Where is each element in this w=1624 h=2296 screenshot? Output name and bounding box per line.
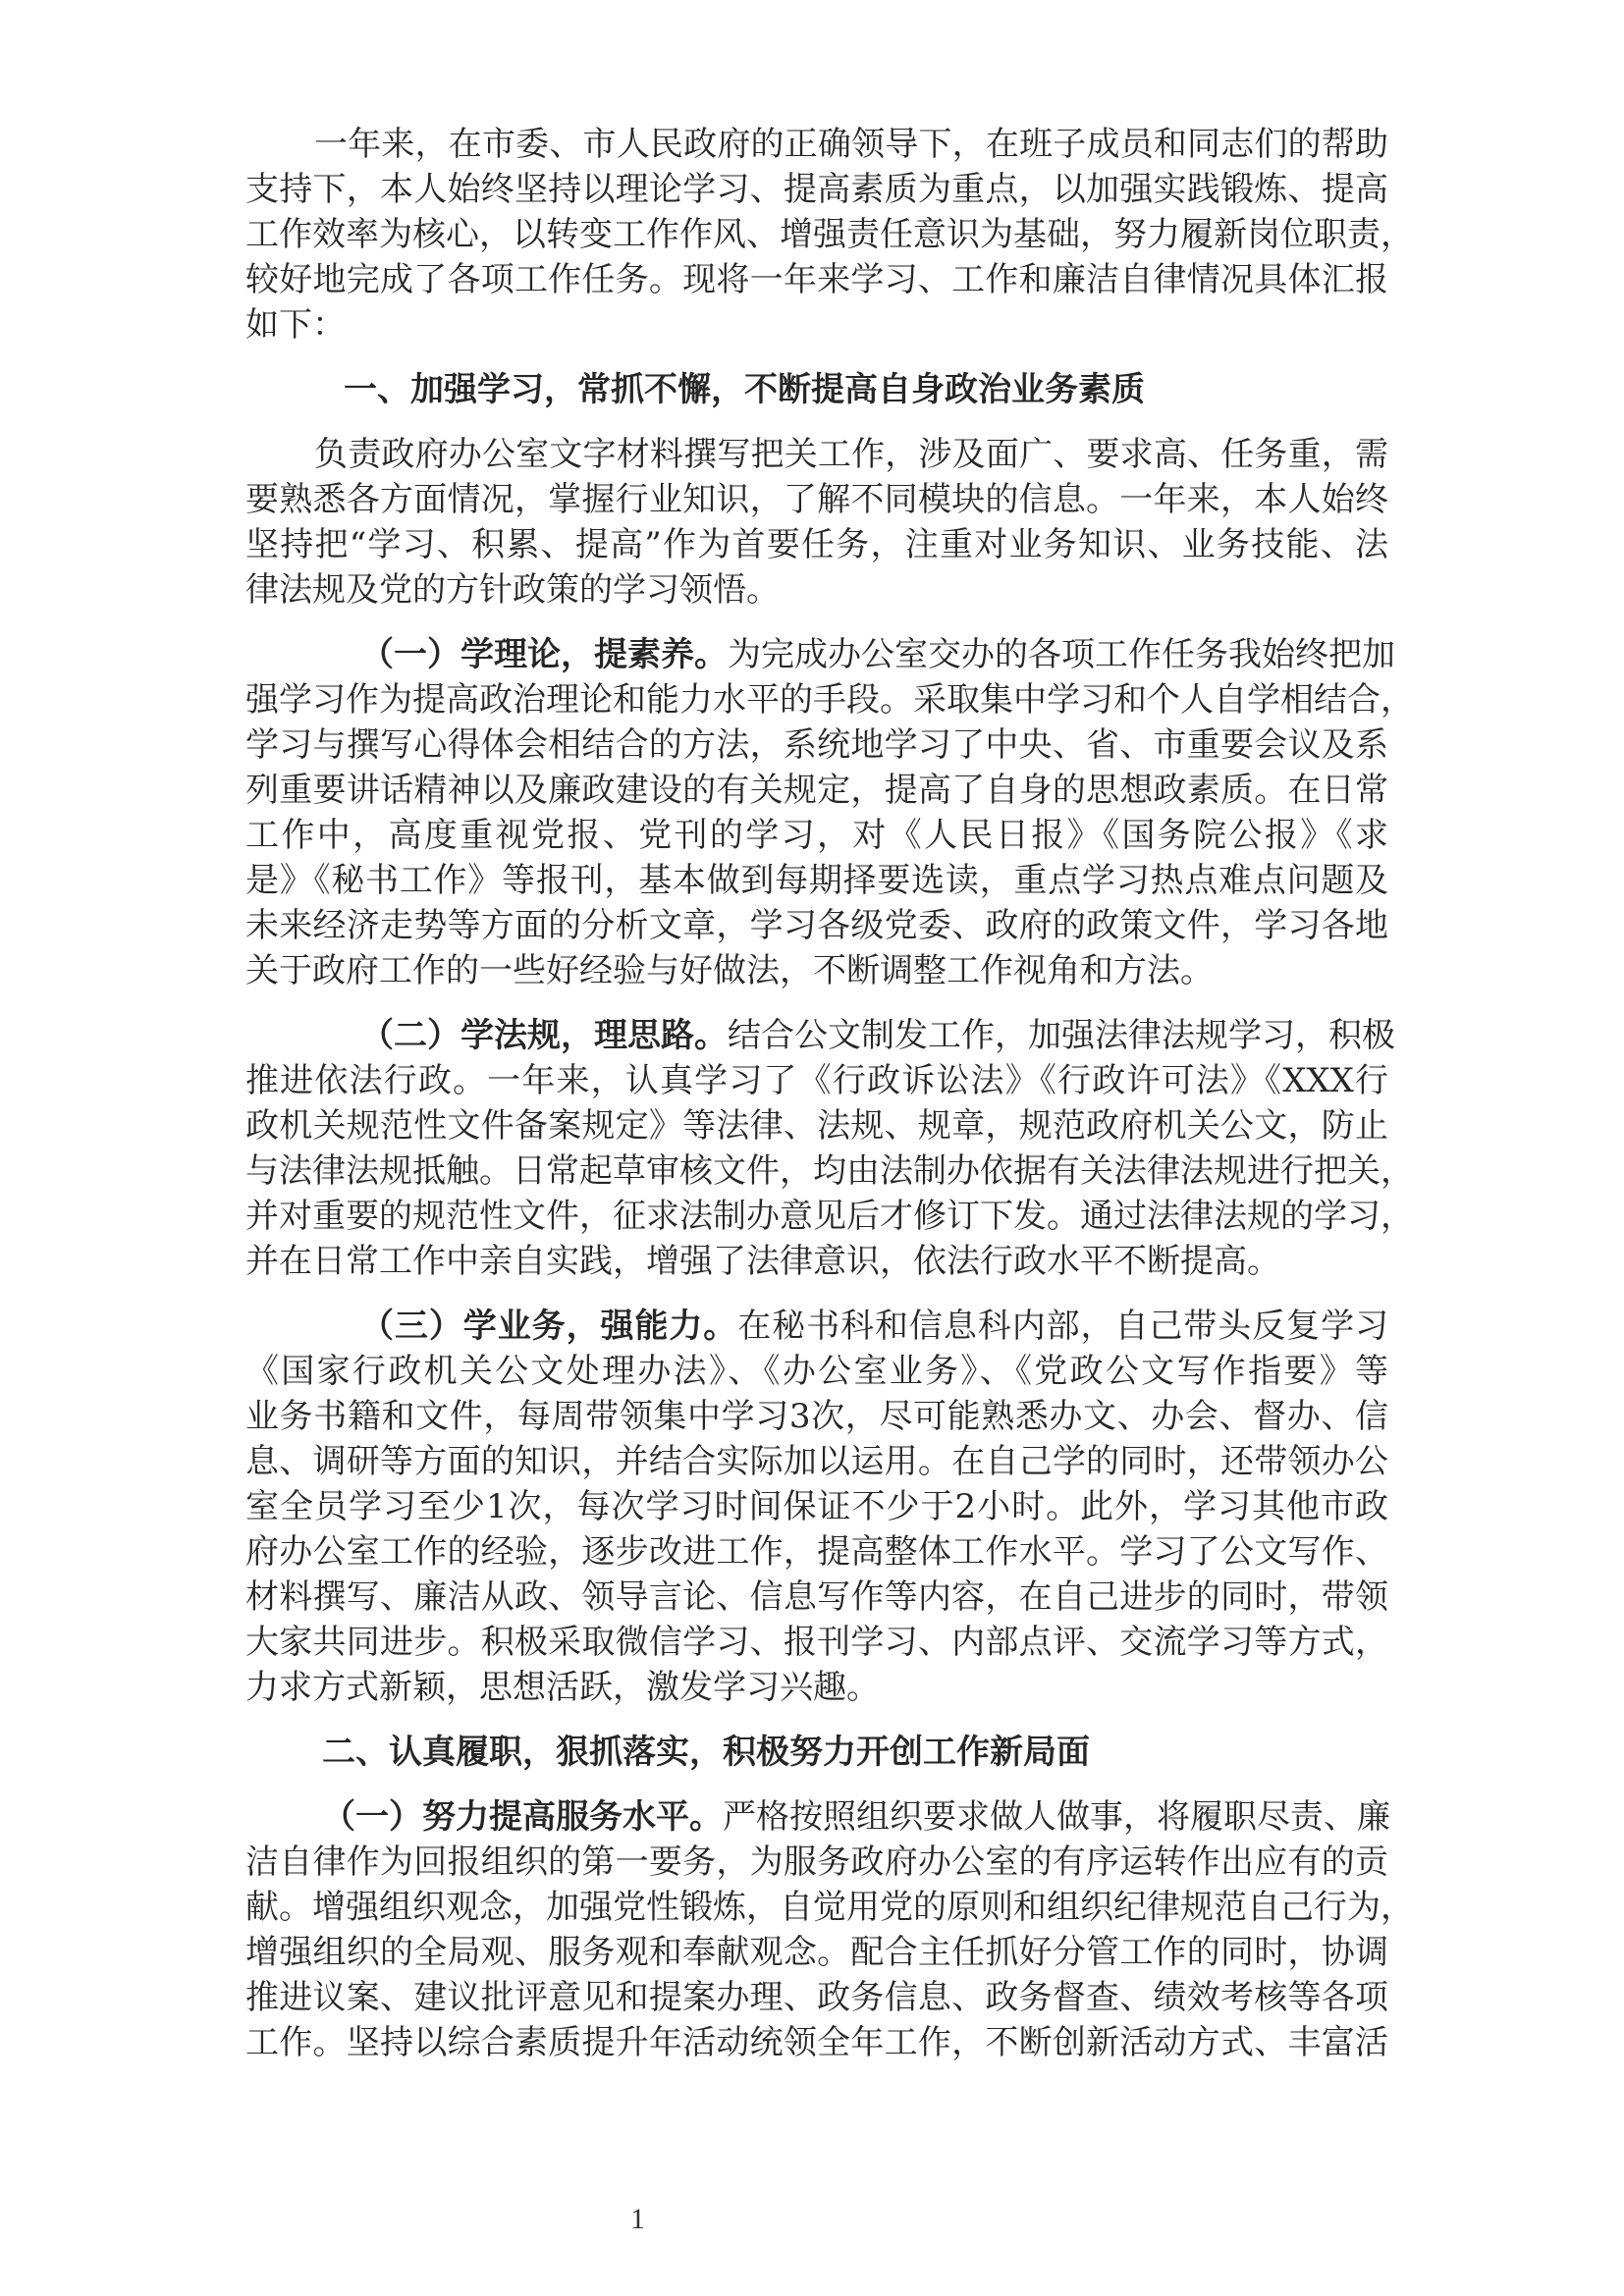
- text-line: [245, 1239, 1388, 1284]
- text-line: [245, 567, 1388, 613]
- text-line: [245, 302, 1388, 347]
- text-line: [245, 122, 1388, 167]
- line-text: 并在日常工作中亲自实践，增强了法律意识，依法行政水平不断提高。: [245, 1242, 1280, 1281]
- line-text: 强学习作为提高政治理论和能力水平的手段。采取集中学习和个人自学相结合，: [245, 680, 1414, 720]
- text-line: [245, 1885, 1414, 1930]
- text-line: [245, 632, 1395, 677]
- paragraph: [245, 1013, 1414, 1284]
- subsection-lead: （一）学理论，提素养。: [360, 635, 728, 674]
- text-line: [245, 2020, 1388, 2065]
- line-text: 推进依法行政。一年来，认真学习了《行政诉讼法》《行政许可法》《XXX行: [245, 1061, 1388, 1100]
- text-line: [245, 1620, 1388, 1665]
- text-line: [245, 1930, 1388, 1975]
- line-text: 在秘书科和信息科内部，自己带头反复学习: [737, 1307, 1389, 1346]
- document-body: [245, 122, 1414, 2085]
- line-text: 增强组织的全局观、服务观和奉献观念。配合主任抓好分管工作的同时，协调: [245, 1933, 1388, 1972]
- line-text: 推进议案、建议批评意见和提案办理、政务信息、政务督查、绩效考核等各项: [245, 1978, 1388, 2017]
- text-line: [245, 1575, 1388, 1620]
- line-text: 要熟悉各方面情况，掌握行业知识，了解不同模块的信息。一年来，本人始终: [245, 480, 1388, 519]
- paragraph: [245, 632, 1414, 993]
- line-text: 律法规及党的方针政策的学习领悟。: [245, 570, 780, 610]
- line-text: 列重要讲话精神以及廉政建设的有关规定，提高了自身的思想政素质。在日常: [245, 771, 1388, 810]
- line-text: 息、调研等方面的知识，并结合实际加以运用。在自己学的同时，还带领办公: [245, 1442, 1388, 1481]
- text-line: [245, 1665, 1388, 1710]
- subsection-lead: （三）学业务，强能力。: [360, 1307, 738, 1346]
- paragraph: [245, 1794, 1414, 2065]
- text-line: [245, 477, 1388, 522]
- line-text: 结合公文制发工作，加强法律法规学习，积极: [728, 1016, 1395, 1055]
- text-line: [245, 212, 1414, 257]
- line-text: 二、认真履职，狠抓落实，积极努力开创工作新局面: [322, 1733, 1090, 1772]
- text-line: [245, 522, 1388, 567]
- text-line: [245, 1013, 1395, 1058]
- line-text: 是》《秘书工作》等报刊，基本做到每期择要选读，重点学习热点难点问题及: [245, 861, 1388, 900]
- text-line: [245, 1304, 1388, 1349]
- text-line: [245, 948, 1388, 993]
- line-text: 力求方式新颖，思想活跃，激发学习兴趣。: [245, 1668, 880, 1707]
- line-text: 府办公室工作的经验，逐步改进工作，提高整体工作水平。学习了公文写作、: [245, 1532, 1388, 1572]
- text-line: [245, 1529, 1388, 1575]
- line-text: 大家共同进步。积极采取微信学习、报刊学习、内部点评、交流学习等方式，: [245, 1623, 1388, 1662]
- text-line: [245, 768, 1388, 813]
- line-text: 献。增强组织观念，加强党性锻炼，自觉用党的原则和组织纪律规范自己行为，: [245, 1888, 1414, 1927]
- text-line: [245, 1058, 1388, 1103]
- line-text: 为完成办公室交办的各项工作任务我始终把加: [728, 635, 1395, 674]
- text-line: [245, 167, 1388, 212]
- section-heading: [245, 1730, 1388, 1775]
- line-text: 一、加强学习，常抓不懈，不断提高自身政治业务素质: [344, 370, 1145, 409]
- line-text: 并对重要的规范性文件，征求法制办意见后才修订下发。通过法律法规的学习，: [245, 1197, 1414, 1236]
- line-text: 一年来，在市委、市人民政府的正确领导下，在班子成员和同志们的帮助: [314, 125, 1388, 164]
- text-line: [245, 367, 1388, 412]
- line-text: 学习与撰写心得体会相结合的方法，系统地学习了中央、省、市重要会议及系: [245, 725, 1388, 765]
- line-text: 工作效率为核心，以转变工作作风、增强责任意识为基础，努力履新岗位职责，: [245, 215, 1414, 254]
- text-line: [245, 858, 1388, 903]
- text-line: [245, 1484, 1388, 1529]
- paragraph: [245, 122, 1414, 347]
- text-line: [245, 1148, 1414, 1194]
- line-text: 支持下，本人始终坚持以理论学习、提高素质为重点，以加强实践锻炼、提高: [245, 170, 1388, 209]
- line-text: 工作。坚持以综合素质提升年活动统领全年工作，不断创新活动方式、丰富活: [245, 2023, 1388, 2062]
- text-line: [245, 1975, 1388, 2020]
- section-heading: [245, 367, 1388, 412]
- text-line: [245, 1840, 1388, 1885]
- paragraph: [245, 1304, 1388, 1710]
- paragraph: [245, 432, 1388, 613]
- subsection-lead: （一）努力提高服务水平。: [322, 1797, 723, 1837]
- line-text: 《国家行政机关公文处理办法》、《办公室业务》、《党政公文写作指要》等: [245, 1352, 1388, 1391]
- line-text: 严格按照组织要求做人做事，将履职尽责、廉: [723, 1797, 1390, 1837]
- line-text: 室全员学习至少1次，每次学习时间保证不少于2小时。此外，学习其他市政: [245, 1487, 1388, 1526]
- subsection-lead: （二）学法规，理思路。: [360, 1016, 728, 1055]
- text-line: [245, 1794, 1388, 1840]
- line-text: 洁自律作为回报组织的第一要务，为服务政府办公室的有序运转作出应有的贡: [245, 1842, 1388, 1882]
- text-line: [245, 722, 1388, 768]
- line-text: 未来经济走势等方面的分析文章，学习各级党委、政府的政策文件，学习各地: [245, 906, 1388, 945]
- line-text: 如下：: [245, 305, 346, 345]
- text-line: [245, 1730, 1388, 1775]
- line-text: 负责政府办公室文字材料撰写把关工作，涉及面广、要求高、任务重，需: [314, 435, 1388, 474]
- text-line: [245, 1439, 1388, 1484]
- page-number: 1: [630, 2203, 645, 2235]
- text-line: [245, 1394, 1388, 1439]
- text-line: [245, 1349, 1388, 1394]
- text-line: [245, 903, 1388, 948]
- line-text: 工作中，高度重视党报、党刊的学习，对《人民日报》《国务院公报》《求: [245, 816, 1388, 855]
- text-line: [245, 677, 1414, 722]
- line-text: 较好地完成了各项工作任务。现将一年来学习、工作和廉洁自律情况具体汇报: [245, 260, 1388, 299]
- line-text: 关于政府工作的一些好经验与好做法，不断调整工作视角和方法。: [245, 951, 1214, 990]
- text-line: [245, 257, 1388, 302]
- line-text: 材料撰写、廉洁从政、领导言论、信息写作等内容，在自己进步的同时，带领: [245, 1577, 1388, 1617]
- text-line: [245, 432, 1388, 477]
- line-text: 业务书籍和文件，每周带领集中学习3次，尽可能熟悉办文、办会、督办、信: [245, 1397, 1388, 1436]
- text-line: [245, 1103, 1388, 1148]
- line-text: 坚持把“学习、积累、提高”作为首要任务，注重对业务知识、业务技能、法: [245, 525, 1388, 564]
- text-line: [245, 1194, 1414, 1239]
- text-line: [245, 813, 1388, 858]
- line-text: 与法律法规抵触。日常起草审核文件，均由法制办依据有关法律法规进行把关，: [245, 1151, 1414, 1191]
- line-text: 政机关规范性文件备案规定》等法律、法规、规章，规范政府机关公文，防止: [245, 1106, 1388, 1146]
